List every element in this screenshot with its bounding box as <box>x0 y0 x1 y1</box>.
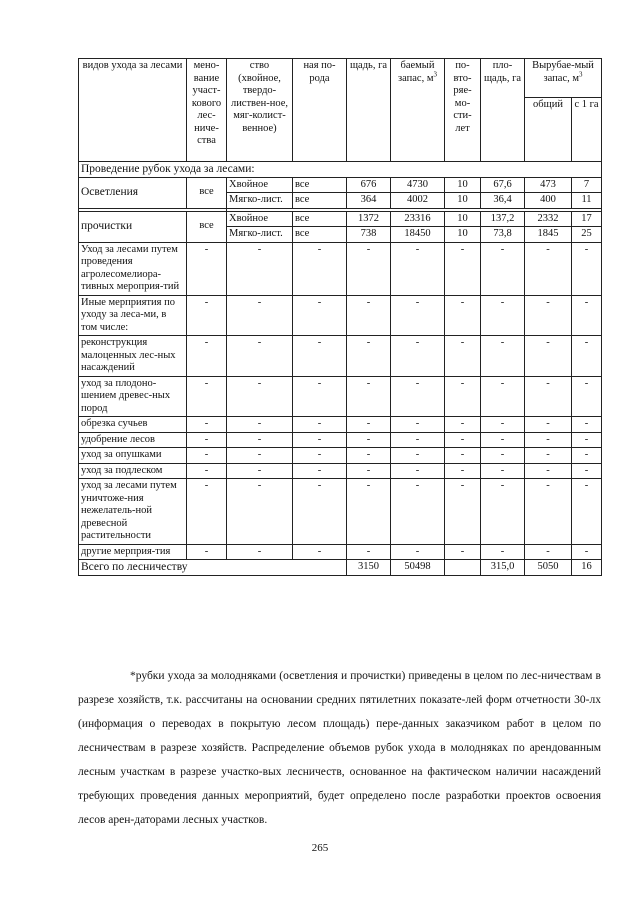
dash-cell: - <box>293 463 347 479</box>
dash-cell: - <box>347 336 391 377</box>
dash-cell: - <box>187 376 227 417</box>
header-forestry: мено-вание участ-кового лес-ниче-ства <box>187 59 227 162</box>
dash-cell: - <box>445 417 481 433</box>
table-row <box>79 432 602 448</box>
dash-cell: - <box>187 336 227 377</box>
forest-care-table <box>78 58 602 576</box>
table-row <box>79 463 602 479</box>
cut-per-ha: 17 <box>572 211 602 227</box>
care-name: Иные мерприятия по уходу за леса-ми, в том числе: <box>79 295 187 336</box>
dash-cell: - <box>391 295 445 336</box>
dash-cell: - <box>445 479 481 545</box>
total-label: Всего по лесничеству <box>79 560 347 576</box>
dash-cell: - <box>347 544 391 560</box>
care-name: уход за лесами путем уничтоже-ния нежелатель-ной древесной растительности <box>79 479 187 545</box>
header-care-type: видов ухода за лесами <box>79 59 187 162</box>
dash-cell: - <box>481 242 525 295</box>
dash-cell: - <box>481 463 525 479</box>
dash-cell: - <box>347 463 391 479</box>
repeat: 10 <box>445 177 481 193</box>
dash-cell: - <box>391 479 445 545</box>
header-year-area: пло-щадь, га <box>481 59 525 162</box>
dash-cell: - <box>525 463 572 479</box>
dash-cell: - <box>525 336 572 377</box>
dash-cell: - <box>293 242 347 295</box>
dash-cell: - <box>227 432 293 448</box>
dash-cell: - <box>227 242 293 295</box>
total-stock: 50498 <box>391 560 445 576</box>
repeat: 10 <box>445 211 481 227</box>
dash-cell: - <box>187 544 227 560</box>
total-area: 3150 <box>347 560 391 576</box>
farm-type: Мягко-лист. <box>227 227 293 243</box>
breed: все <box>293 211 347 227</box>
dash-cell: - <box>391 417 445 433</box>
care-name: другие мерприя-тия <box>79 544 187 560</box>
breed: все <box>293 177 347 193</box>
header-row <box>79 59 602 98</box>
dash-cell: - <box>391 242 445 295</box>
header-cut-stock-sup: 3 <box>579 70 583 78</box>
dash-cell: - <box>293 376 347 417</box>
cut-total: 400 <box>525 193 572 209</box>
breed: все <box>293 227 347 243</box>
cut-per-ha: 7 <box>572 177 602 193</box>
dash-cell: - <box>525 295 572 336</box>
farm-type: Хвойное <box>227 211 293 227</box>
header-stock-sup: 3 <box>433 70 437 78</box>
table-row <box>79 336 602 377</box>
dash-cell: - <box>293 544 347 560</box>
dash-cell: - <box>391 432 445 448</box>
dash-cell: - <box>293 432 347 448</box>
dash-cell: - <box>572 295 602 336</box>
care-name: уход за опушками <box>79 448 187 464</box>
cut-total: 2332 <box>525 211 572 227</box>
forestry: все <box>187 211 227 242</box>
dash-cell: - <box>481 376 525 417</box>
dash-cell: - <box>525 479 572 545</box>
total-cut: 5050 <box>525 560 572 576</box>
dash-cell: - <box>293 479 347 545</box>
dash-cell: - <box>227 295 293 336</box>
area: 676 <box>347 177 391 193</box>
footnote <box>78 664 601 832</box>
cut-per-ha: 11 <box>572 193 602 209</box>
dash-cell: - <box>572 432 602 448</box>
header-stock <box>391 59 445 162</box>
header-farm: ство (хвойное, твердо-листвен-ное, мяг-колист-венное) <box>227 59 293 162</box>
dash-cell: - <box>227 463 293 479</box>
year-area: 137,2 <box>481 211 525 227</box>
year-area: 67,6 <box>481 177 525 193</box>
care-name: Уход за лесами путем проведения агролесомелиора-тивных мероприя-тий <box>79 242 187 295</box>
dash-cell: - <box>572 448 602 464</box>
dash-cell: - <box>293 448 347 464</box>
header-stock-text: баемый запас, м <box>397 60 435 84</box>
year-area: 73,8 <box>481 227 525 243</box>
section-title: Проведение рубок ухода за лесами: <box>79 162 602 178</box>
care-name: удобрение лесов <box>79 432 187 448</box>
care-name: Осветления <box>79 177 187 208</box>
header-repeat: по-вто-ряе-мо-сти-лет <box>445 59 481 162</box>
dash-cell: - <box>187 242 227 295</box>
dash-cell: - <box>187 417 227 433</box>
header-per-ha: с 1 га <box>572 98 602 162</box>
repeat: 10 <box>445 193 481 209</box>
dash-cell: - <box>481 479 525 545</box>
forestry: все <box>187 177 227 208</box>
dash-cell: - <box>572 376 602 417</box>
dash-cell: - <box>445 448 481 464</box>
dash-cell: - <box>391 336 445 377</box>
farm-type: Хвойное <box>227 177 293 193</box>
dash-cell: - <box>391 376 445 417</box>
dash-cell: - <box>187 295 227 336</box>
total-per-ha: 16 <box>572 560 602 576</box>
dash-cell: - <box>347 432 391 448</box>
stock: 18450 <box>391 227 445 243</box>
header-total: общий <box>525 98 572 162</box>
dash-cell: - <box>525 432 572 448</box>
dash-cell: - <box>187 479 227 545</box>
breed: все <box>293 193 347 209</box>
area: 738 <box>347 227 391 243</box>
dash-cell: - <box>481 336 525 377</box>
stock: 23316 <box>391 211 445 227</box>
farm-type: Мягко-лист. <box>227 193 293 209</box>
dash-cell: - <box>481 544 525 560</box>
dash-cell: - <box>187 448 227 464</box>
other-rows <box>79 242 602 560</box>
dash-cell: - <box>572 479 602 545</box>
dash-cell: - <box>391 544 445 560</box>
dash-cell: - <box>572 463 602 479</box>
stock: 4002 <box>391 193 445 209</box>
dash-cell: - <box>445 544 481 560</box>
dash-cell: - <box>445 432 481 448</box>
page-number: 265 <box>311 842 329 854</box>
header-cut-stock-text: Вырубае-мый запас, м <box>532 60 594 84</box>
table-row <box>79 544 602 560</box>
dash-cell: - <box>293 295 347 336</box>
stock: 4730 <box>391 177 445 193</box>
repeat: 10 <box>445 227 481 243</box>
dash-cell: - <box>572 242 602 295</box>
dash-cell: - <box>227 479 293 545</box>
total-year-area: 315,0 <box>481 560 525 576</box>
dash-cell: - <box>445 242 481 295</box>
table-row <box>79 177 602 193</box>
dash-cell: - <box>481 417 525 433</box>
dash-cell: - <box>525 376 572 417</box>
dash-cell: - <box>227 376 293 417</box>
dash-cell: - <box>445 295 481 336</box>
dash-cell: - <box>525 448 572 464</box>
footnote-text: *рубки ухода за молодняками (осветления и прочистки) приведены в целом по лес-ничествам в разрезе хозяйств, т.к. рассчитаны на основании средних пятилетних показате-лей форм отчетности 30-лх (информация о переводах в покрытую лесом площадь) пере-данных заказчиком работ в целом по лесничествам в разрезе хозяйств. Распределение объемов рубок ухода в молодняках по арендованным лесным участкам в разрезе участко-вых лесничеств, основанное на фактическом наличии насаждений требующих проведения данных мероприятий, будет определено после разработки проектов освоения лесов арен-даторами лесных участков. <box>78 670 601 826</box>
dash-cell: - <box>572 336 602 377</box>
dash-cell: - <box>227 544 293 560</box>
care-name: прочистки <box>79 211 187 242</box>
dash-cell: - <box>293 336 347 377</box>
cut-per-ha: 25 <box>572 227 602 243</box>
header-breed: ная по-рода <box>293 59 347 162</box>
header-area: щадь, га <box>347 59 391 162</box>
dash-cell: - <box>227 448 293 464</box>
dash-cell: - <box>347 295 391 336</box>
area: 364 <box>347 193 391 209</box>
table-row <box>79 376 602 417</box>
dash-cell: - <box>391 448 445 464</box>
dash-cell: - <box>391 463 445 479</box>
total-repeat <box>445 560 481 576</box>
dash-cell: - <box>347 448 391 464</box>
care-name: уход за плодоно-шением древес-ных пород <box>79 376 187 417</box>
dash-cell: - <box>525 242 572 295</box>
cut-total: 1845 <box>525 227 572 243</box>
table-row <box>79 295 602 336</box>
dash-cell: - <box>481 448 525 464</box>
dash-cell: - <box>187 432 227 448</box>
dash-cell: - <box>481 295 525 336</box>
section-row <box>79 162 602 178</box>
dash-cell: - <box>227 417 293 433</box>
dash-cell: - <box>525 417 572 433</box>
dash-cell: - <box>445 463 481 479</box>
dash-cell: - <box>187 463 227 479</box>
dash-cell: - <box>525 544 572 560</box>
header-cut-stock <box>525 59 602 98</box>
care-name: уход за подлеском <box>79 463 187 479</box>
dash-cell: - <box>347 242 391 295</box>
table-row <box>79 211 602 227</box>
year-area: 36,4 <box>481 193 525 209</box>
dash-cell: - <box>347 376 391 417</box>
table-row <box>79 479 602 545</box>
care-name: обрезка сучьев <box>79 417 187 433</box>
table-row <box>79 448 602 464</box>
dash-cell: - <box>445 376 481 417</box>
area: 1372 <box>347 211 391 227</box>
dash-cell: - <box>481 432 525 448</box>
dash-cell: - <box>347 417 391 433</box>
total-row <box>79 560 602 576</box>
table-row <box>79 242 602 295</box>
dash-cell: - <box>227 336 293 377</box>
care-name: реконструкция малоценных лес-ных насаждений <box>79 336 187 377</box>
cut-total: 473 <box>525 177 572 193</box>
table-row <box>79 417 602 433</box>
dash-cell: - <box>347 479 391 545</box>
dash-cell: - <box>572 544 602 560</box>
dash-cell: - <box>445 336 481 377</box>
dash-cell: - <box>572 417 602 433</box>
dash-cell: - <box>293 417 347 433</box>
